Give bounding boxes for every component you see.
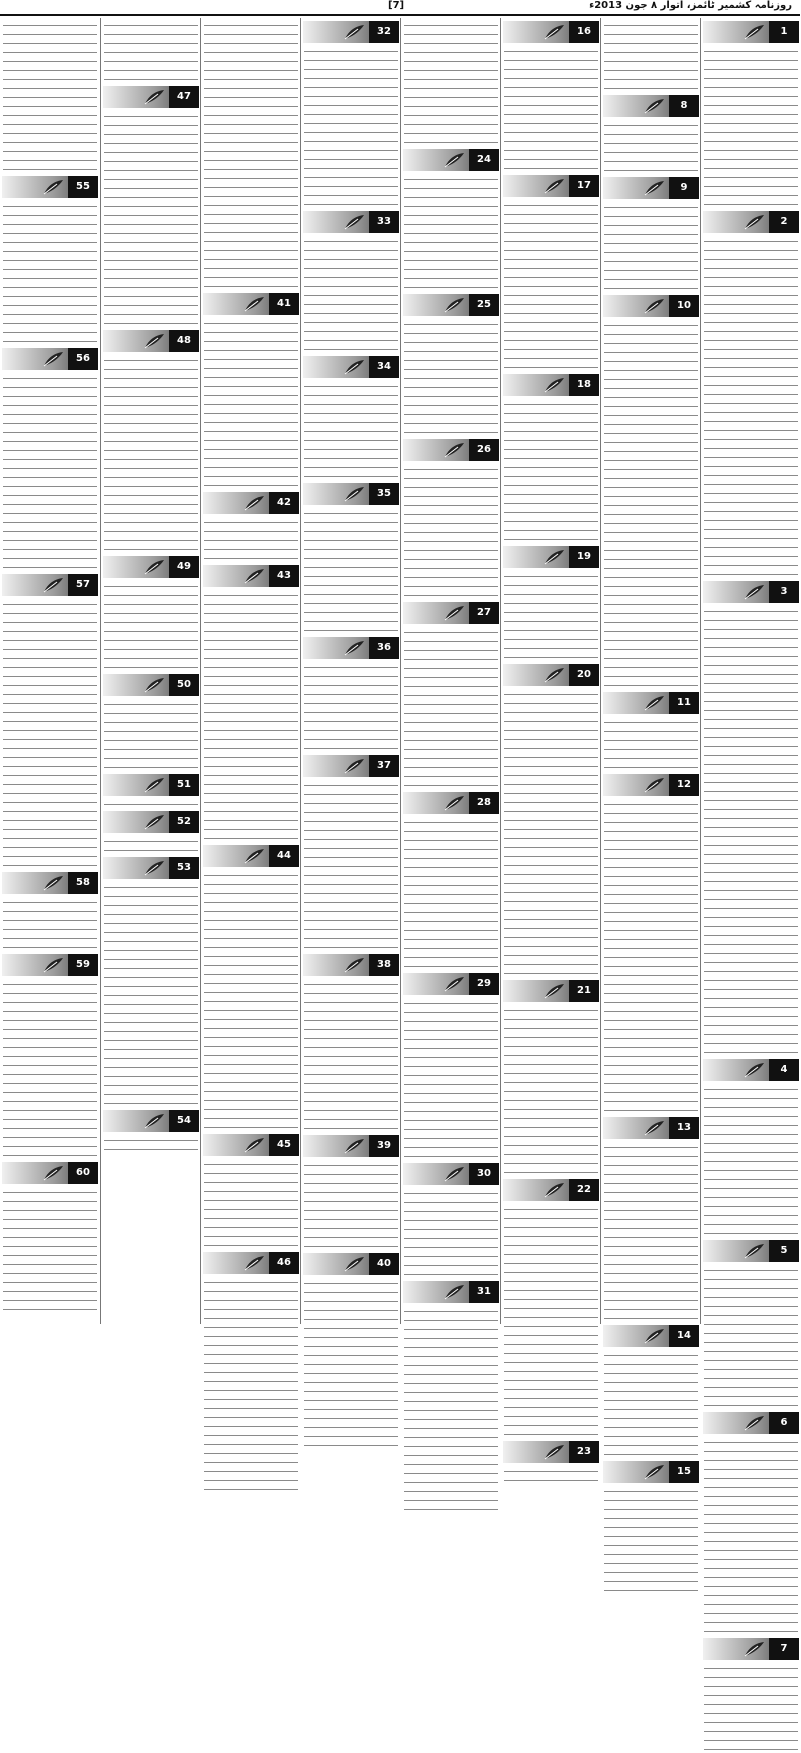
item-number-badge: 60 bbox=[68, 1162, 98, 1184]
article-text-block bbox=[404, 319, 498, 436]
page-number: [7] bbox=[388, 0, 405, 11]
item-number-badge: 12 bbox=[669, 774, 699, 796]
item-header bbox=[2, 954, 98, 976]
item-number-badge: 24 bbox=[469, 149, 499, 171]
item-header bbox=[103, 774, 199, 796]
item-header bbox=[403, 439, 499, 461]
item-header bbox=[303, 1135, 399, 1157]
item-number-badge: 45 bbox=[269, 1134, 299, 1156]
article-text-block bbox=[404, 627, 498, 789]
item-header bbox=[303, 637, 399, 659]
article-text-block bbox=[304, 1278, 398, 1449]
article-text-block bbox=[604, 120, 698, 174]
article-text-block bbox=[404, 464, 498, 599]
item-header bbox=[603, 692, 699, 714]
item-number-badge: 25 bbox=[469, 294, 499, 316]
item-number-badge: 46 bbox=[269, 1252, 299, 1274]
leaf-ornament-icon bbox=[643, 180, 665, 196]
item-number-badge: 59 bbox=[68, 954, 98, 976]
article-text-block bbox=[304, 780, 398, 951]
leaf-ornament-icon bbox=[443, 442, 465, 458]
leaf-ornament-icon bbox=[543, 24, 565, 40]
item-header bbox=[103, 811, 199, 833]
article-text-block bbox=[104, 882, 198, 1107]
item-header bbox=[103, 674, 199, 696]
item-number-badge: 23 bbox=[569, 1441, 599, 1463]
item-header bbox=[203, 492, 299, 514]
article-text-block bbox=[3, 1187, 97, 1313]
article-text-block bbox=[704, 1084, 798, 1237]
item-header bbox=[403, 1163, 499, 1185]
item-number-badge: 18 bbox=[569, 374, 599, 396]
leaf-ornament-icon bbox=[443, 976, 465, 992]
article-text-block bbox=[404, 174, 498, 291]
item-header bbox=[303, 21, 399, 43]
item-number-badge: 19 bbox=[569, 546, 599, 568]
item-header bbox=[303, 755, 399, 777]
item-header bbox=[703, 1240, 799, 1262]
item-number-badge: 13 bbox=[669, 1117, 699, 1139]
leaf-ornament-icon bbox=[42, 351, 64, 367]
item-header bbox=[603, 177, 699, 199]
article-text-block bbox=[104, 836, 198, 854]
item-header bbox=[203, 565, 299, 587]
item-number-badge: 55 bbox=[68, 176, 98, 198]
article-text-block bbox=[504, 571, 598, 661]
leaf-ornament-icon bbox=[643, 298, 665, 314]
article-text-block bbox=[204, 20, 298, 290]
item-number-badge: 37 bbox=[369, 755, 399, 777]
item-number-badge: 35 bbox=[369, 483, 399, 505]
item-number-badge: 7 bbox=[769, 1638, 799, 1660]
item-number-badge: 41 bbox=[269, 293, 299, 315]
item-header bbox=[703, 21, 799, 43]
item-number-badge: 2 bbox=[769, 211, 799, 233]
article-text-block bbox=[304, 979, 398, 1132]
article-text-block bbox=[404, 998, 498, 1160]
leaf-ornament-icon bbox=[743, 214, 765, 230]
article-text-block bbox=[304, 662, 398, 752]
item-number-badge: 3 bbox=[769, 581, 799, 603]
item-header bbox=[203, 1252, 299, 1274]
item-number-badge: 34 bbox=[369, 356, 399, 378]
leaf-ornament-icon bbox=[543, 1182, 565, 1198]
leaf-ornament-icon bbox=[543, 377, 565, 393]
item-number-badge: 11 bbox=[669, 692, 699, 714]
article-text-block bbox=[604, 320, 698, 689]
leaf-ornament-icon bbox=[243, 568, 265, 584]
article-text-block bbox=[304, 508, 398, 634]
leaf-ornament-icon bbox=[443, 795, 465, 811]
item-number-badge: 22 bbox=[569, 1179, 599, 1201]
item-number-badge: 36 bbox=[369, 637, 399, 659]
article-text-block bbox=[104, 111, 198, 327]
leaf-ornament-icon bbox=[343, 1138, 365, 1154]
item-number-badge: 15 bbox=[669, 1461, 699, 1483]
article-text-block bbox=[604, 202, 698, 292]
article-text-block bbox=[504, 399, 598, 543]
item-header bbox=[103, 556, 199, 578]
masthead bbox=[0, 0, 800, 16]
item-number-badge: 17 bbox=[569, 175, 599, 197]
leaf-ornament-icon bbox=[42, 179, 64, 195]
item-header bbox=[2, 176, 98, 198]
item-number-badge: 10 bbox=[669, 295, 699, 317]
leaf-ornament-icon bbox=[343, 758, 365, 774]
item-header bbox=[2, 574, 98, 596]
item-header bbox=[2, 872, 98, 894]
article-text-block bbox=[204, 1159, 298, 1249]
leaf-ornament-icon bbox=[743, 1641, 765, 1657]
article-text-block bbox=[3, 599, 97, 869]
leaf-ornament-icon bbox=[743, 1062, 765, 1078]
leaf-ornament-icon bbox=[343, 24, 365, 40]
item-header bbox=[703, 581, 799, 603]
column-5 bbox=[300, 18, 401, 1324]
item-number-badge: 50 bbox=[169, 674, 199, 696]
item-number-badge: 48 bbox=[169, 330, 199, 352]
item-header bbox=[403, 1281, 499, 1303]
item-header bbox=[303, 954, 399, 976]
article-text-block bbox=[304, 1160, 398, 1250]
leaf-ornament-icon bbox=[343, 1256, 365, 1272]
item-header bbox=[703, 1412, 799, 1434]
leaf-ornament-icon bbox=[543, 178, 565, 194]
article-text-block bbox=[704, 1265, 798, 1409]
item-header bbox=[503, 21, 599, 43]
leaf-ornament-icon bbox=[42, 957, 64, 973]
leaf-ornament-icon bbox=[343, 359, 365, 375]
article-text-block bbox=[504, 689, 598, 977]
column-3 bbox=[500, 18, 601, 1457]
item-number-badge: 1 bbox=[769, 21, 799, 43]
item-header bbox=[503, 1179, 599, 1201]
item-number-badge: 32 bbox=[369, 21, 399, 43]
item-header bbox=[603, 1325, 699, 1347]
item-header bbox=[503, 980, 599, 1002]
item-number-badge: 51 bbox=[169, 774, 199, 796]
publication-title: روزنامہ کشمیر ٹائمز، اتوار ۸ جون 2013ء bbox=[589, 0, 792, 11]
leaf-ornament-icon bbox=[543, 667, 565, 683]
item-number-badge: 39 bbox=[369, 1135, 399, 1157]
article-text-block bbox=[404, 20, 498, 146]
item-header bbox=[303, 356, 399, 378]
article-text-block bbox=[404, 817, 498, 970]
leaf-ornament-icon bbox=[343, 486, 365, 502]
item-number-badge: 8 bbox=[669, 95, 699, 117]
item-header bbox=[503, 374, 599, 396]
item-number-badge: 30 bbox=[469, 1163, 499, 1185]
item-number-badge: 49 bbox=[169, 556, 199, 578]
leaf-ornament-icon bbox=[443, 1284, 465, 1300]
leaf-ornament-icon bbox=[443, 297, 465, 313]
item-header bbox=[603, 1461, 699, 1483]
item-header bbox=[203, 293, 299, 315]
leaf-ornament-icon bbox=[243, 1255, 265, 1271]
item-number-badge: 58 bbox=[68, 872, 98, 894]
article-text-block bbox=[204, 318, 298, 489]
article-text-block bbox=[604, 799, 698, 1114]
item-number-badge: 6 bbox=[769, 1412, 799, 1434]
item-header bbox=[403, 602, 499, 624]
item-header bbox=[303, 211, 399, 233]
item-header bbox=[403, 792, 499, 814]
leaf-ornament-icon bbox=[143, 677, 165, 693]
item-number-badge: 31 bbox=[469, 1281, 499, 1303]
item-number-badge: 38 bbox=[369, 954, 399, 976]
article-text-block bbox=[604, 20, 698, 92]
column-7 bbox=[100, 18, 201, 1324]
column-6 bbox=[200, 18, 301, 1324]
leaf-ornament-icon bbox=[743, 1415, 765, 1431]
leaf-ornament-icon bbox=[743, 24, 765, 40]
column-2 bbox=[600, 18, 701, 1477]
leaf-ornament-icon bbox=[143, 860, 165, 876]
item-header bbox=[603, 295, 699, 317]
leaf-ornament-icon bbox=[143, 777, 165, 793]
leaf-ornament-icon bbox=[143, 559, 165, 575]
item-header bbox=[503, 546, 599, 568]
article-text-block bbox=[704, 606, 798, 1056]
item-header bbox=[103, 86, 199, 108]
item-header bbox=[403, 973, 499, 995]
item-header bbox=[703, 1638, 799, 1660]
item-header bbox=[203, 845, 299, 867]
item-number-badge: 52 bbox=[169, 811, 199, 833]
article-text-block bbox=[104, 699, 198, 771]
item-number-badge: 54 bbox=[169, 1110, 199, 1132]
item-header bbox=[703, 211, 799, 233]
item-number-badge: 44 bbox=[269, 845, 299, 867]
item-header bbox=[103, 1110, 199, 1132]
item-number-badge: 29 bbox=[469, 973, 499, 995]
item-header bbox=[503, 664, 599, 686]
article-text-block bbox=[104, 1135, 198, 1153]
article-text-block bbox=[504, 200, 598, 371]
article-text-block bbox=[3, 979, 97, 1159]
leaf-ornament-icon bbox=[42, 875, 64, 891]
item-number-badge: 16 bbox=[569, 21, 599, 43]
item-number-badge: 40 bbox=[369, 1253, 399, 1275]
item-header bbox=[403, 294, 499, 316]
leaf-ornament-icon bbox=[143, 333, 165, 349]
leaf-ornament-icon bbox=[143, 1113, 165, 1129]
item-header bbox=[503, 1441, 599, 1463]
leaf-ornament-icon bbox=[743, 584, 765, 600]
article-text-block bbox=[704, 1437, 798, 1635]
article-text-block bbox=[604, 717, 698, 771]
article-text-block bbox=[104, 20, 198, 83]
article-text-block bbox=[504, 46, 598, 172]
leaf-ornament-icon bbox=[443, 152, 465, 168]
leaf-ornament-icon bbox=[343, 640, 365, 656]
leaf-ornament-icon bbox=[443, 605, 465, 621]
item-number-badge: 20 bbox=[569, 664, 599, 686]
leaf-ornament-icon bbox=[643, 777, 665, 793]
article-text-block bbox=[504, 1466, 598, 1484]
item-number-badge: 43 bbox=[269, 565, 299, 587]
leaf-ornament-icon bbox=[643, 1120, 665, 1136]
item-header bbox=[103, 330, 199, 352]
item-header bbox=[603, 95, 699, 117]
item-number-badge: 9 bbox=[669, 177, 699, 199]
leaf-ornament-icon bbox=[42, 1165, 64, 1181]
item-number-badge: 33 bbox=[369, 211, 399, 233]
item-number-badge: 27 bbox=[469, 602, 499, 624]
item-header bbox=[203, 1134, 299, 1156]
item-number-badge: 14 bbox=[669, 1325, 699, 1347]
item-header bbox=[603, 774, 699, 796]
article-text-block bbox=[704, 46, 798, 208]
column-8 bbox=[0, 18, 100, 1324]
leaf-ornament-icon bbox=[243, 296, 265, 312]
leaf-ornament-icon bbox=[343, 957, 365, 973]
article-text-block bbox=[3, 20, 97, 173]
article-text-block bbox=[204, 590, 298, 842]
item-number-badge: 21 bbox=[569, 980, 599, 1002]
column-1 bbox=[700, 18, 801, 1654]
item-header bbox=[103, 857, 199, 879]
article-text-block bbox=[504, 1204, 598, 1438]
article-text-block bbox=[304, 381, 398, 480]
article-text-block bbox=[304, 46, 398, 208]
item-header bbox=[503, 175, 599, 197]
article-text-block bbox=[604, 1142, 698, 1322]
article-text-block bbox=[104, 799, 198, 808]
leaf-ornament-icon bbox=[743, 1243, 765, 1259]
article-text-block bbox=[504, 1005, 598, 1176]
item-header bbox=[403, 149, 499, 171]
item-header bbox=[603, 1117, 699, 1139]
leaf-ornament-icon bbox=[643, 1328, 665, 1344]
leaf-ornament-icon bbox=[643, 1464, 665, 1480]
leaf-ornament-icon bbox=[543, 549, 565, 565]
item-number-badge: 47 bbox=[169, 86, 199, 108]
article-text-block bbox=[204, 870, 298, 1131]
article-text-block bbox=[404, 1306, 498, 1513]
article-text-block bbox=[704, 236, 798, 578]
item-number-badge: 57 bbox=[68, 574, 98, 596]
leaf-ornament-icon bbox=[643, 98, 665, 114]
article-text-block bbox=[304, 236, 398, 353]
article-text-block bbox=[204, 517, 298, 562]
item-number-badge: 26 bbox=[469, 439, 499, 461]
leaf-ornament-icon bbox=[243, 848, 265, 864]
article-text-block bbox=[404, 1188, 498, 1278]
item-header bbox=[2, 348, 98, 370]
column-4 bbox=[400, 18, 501, 1324]
item-number-badge: 42 bbox=[269, 492, 299, 514]
leaf-ornament-icon bbox=[643, 695, 665, 711]
leaf-ornament-icon bbox=[443, 1166, 465, 1182]
leaf-ornament-icon bbox=[143, 814, 165, 830]
item-header bbox=[2, 1162, 98, 1184]
article-text-block bbox=[104, 355, 198, 553]
item-number-badge: 4 bbox=[769, 1059, 799, 1081]
article-text-block bbox=[604, 1486, 698, 1594]
article-text-block bbox=[3, 897, 97, 951]
item-number-badge: 28 bbox=[469, 792, 499, 814]
item-number-badge: 56 bbox=[68, 348, 98, 370]
leaf-ornament-icon bbox=[42, 577, 64, 593]
leaf-ornament-icon bbox=[543, 983, 565, 999]
article-text-block bbox=[3, 201, 97, 345]
leaf-ornament-icon bbox=[143, 89, 165, 105]
item-header bbox=[303, 483, 399, 505]
item-number-badge: 53 bbox=[169, 857, 199, 879]
article-text-block bbox=[3, 373, 97, 571]
item-header bbox=[303, 1253, 399, 1275]
article-text-block bbox=[204, 1277, 298, 1493]
article-text-block bbox=[604, 1350, 698, 1458]
leaf-ornament-icon bbox=[343, 214, 365, 230]
leaf-ornament-icon bbox=[243, 1137, 265, 1153]
article-text-block bbox=[104, 581, 198, 671]
leaf-ornament-icon bbox=[543, 1444, 565, 1460]
leaf-ornament-icon bbox=[243, 495, 265, 511]
article-text-block bbox=[704, 1663, 798, 1753]
item-header bbox=[703, 1059, 799, 1081]
item-number-badge: 5 bbox=[769, 1240, 799, 1262]
